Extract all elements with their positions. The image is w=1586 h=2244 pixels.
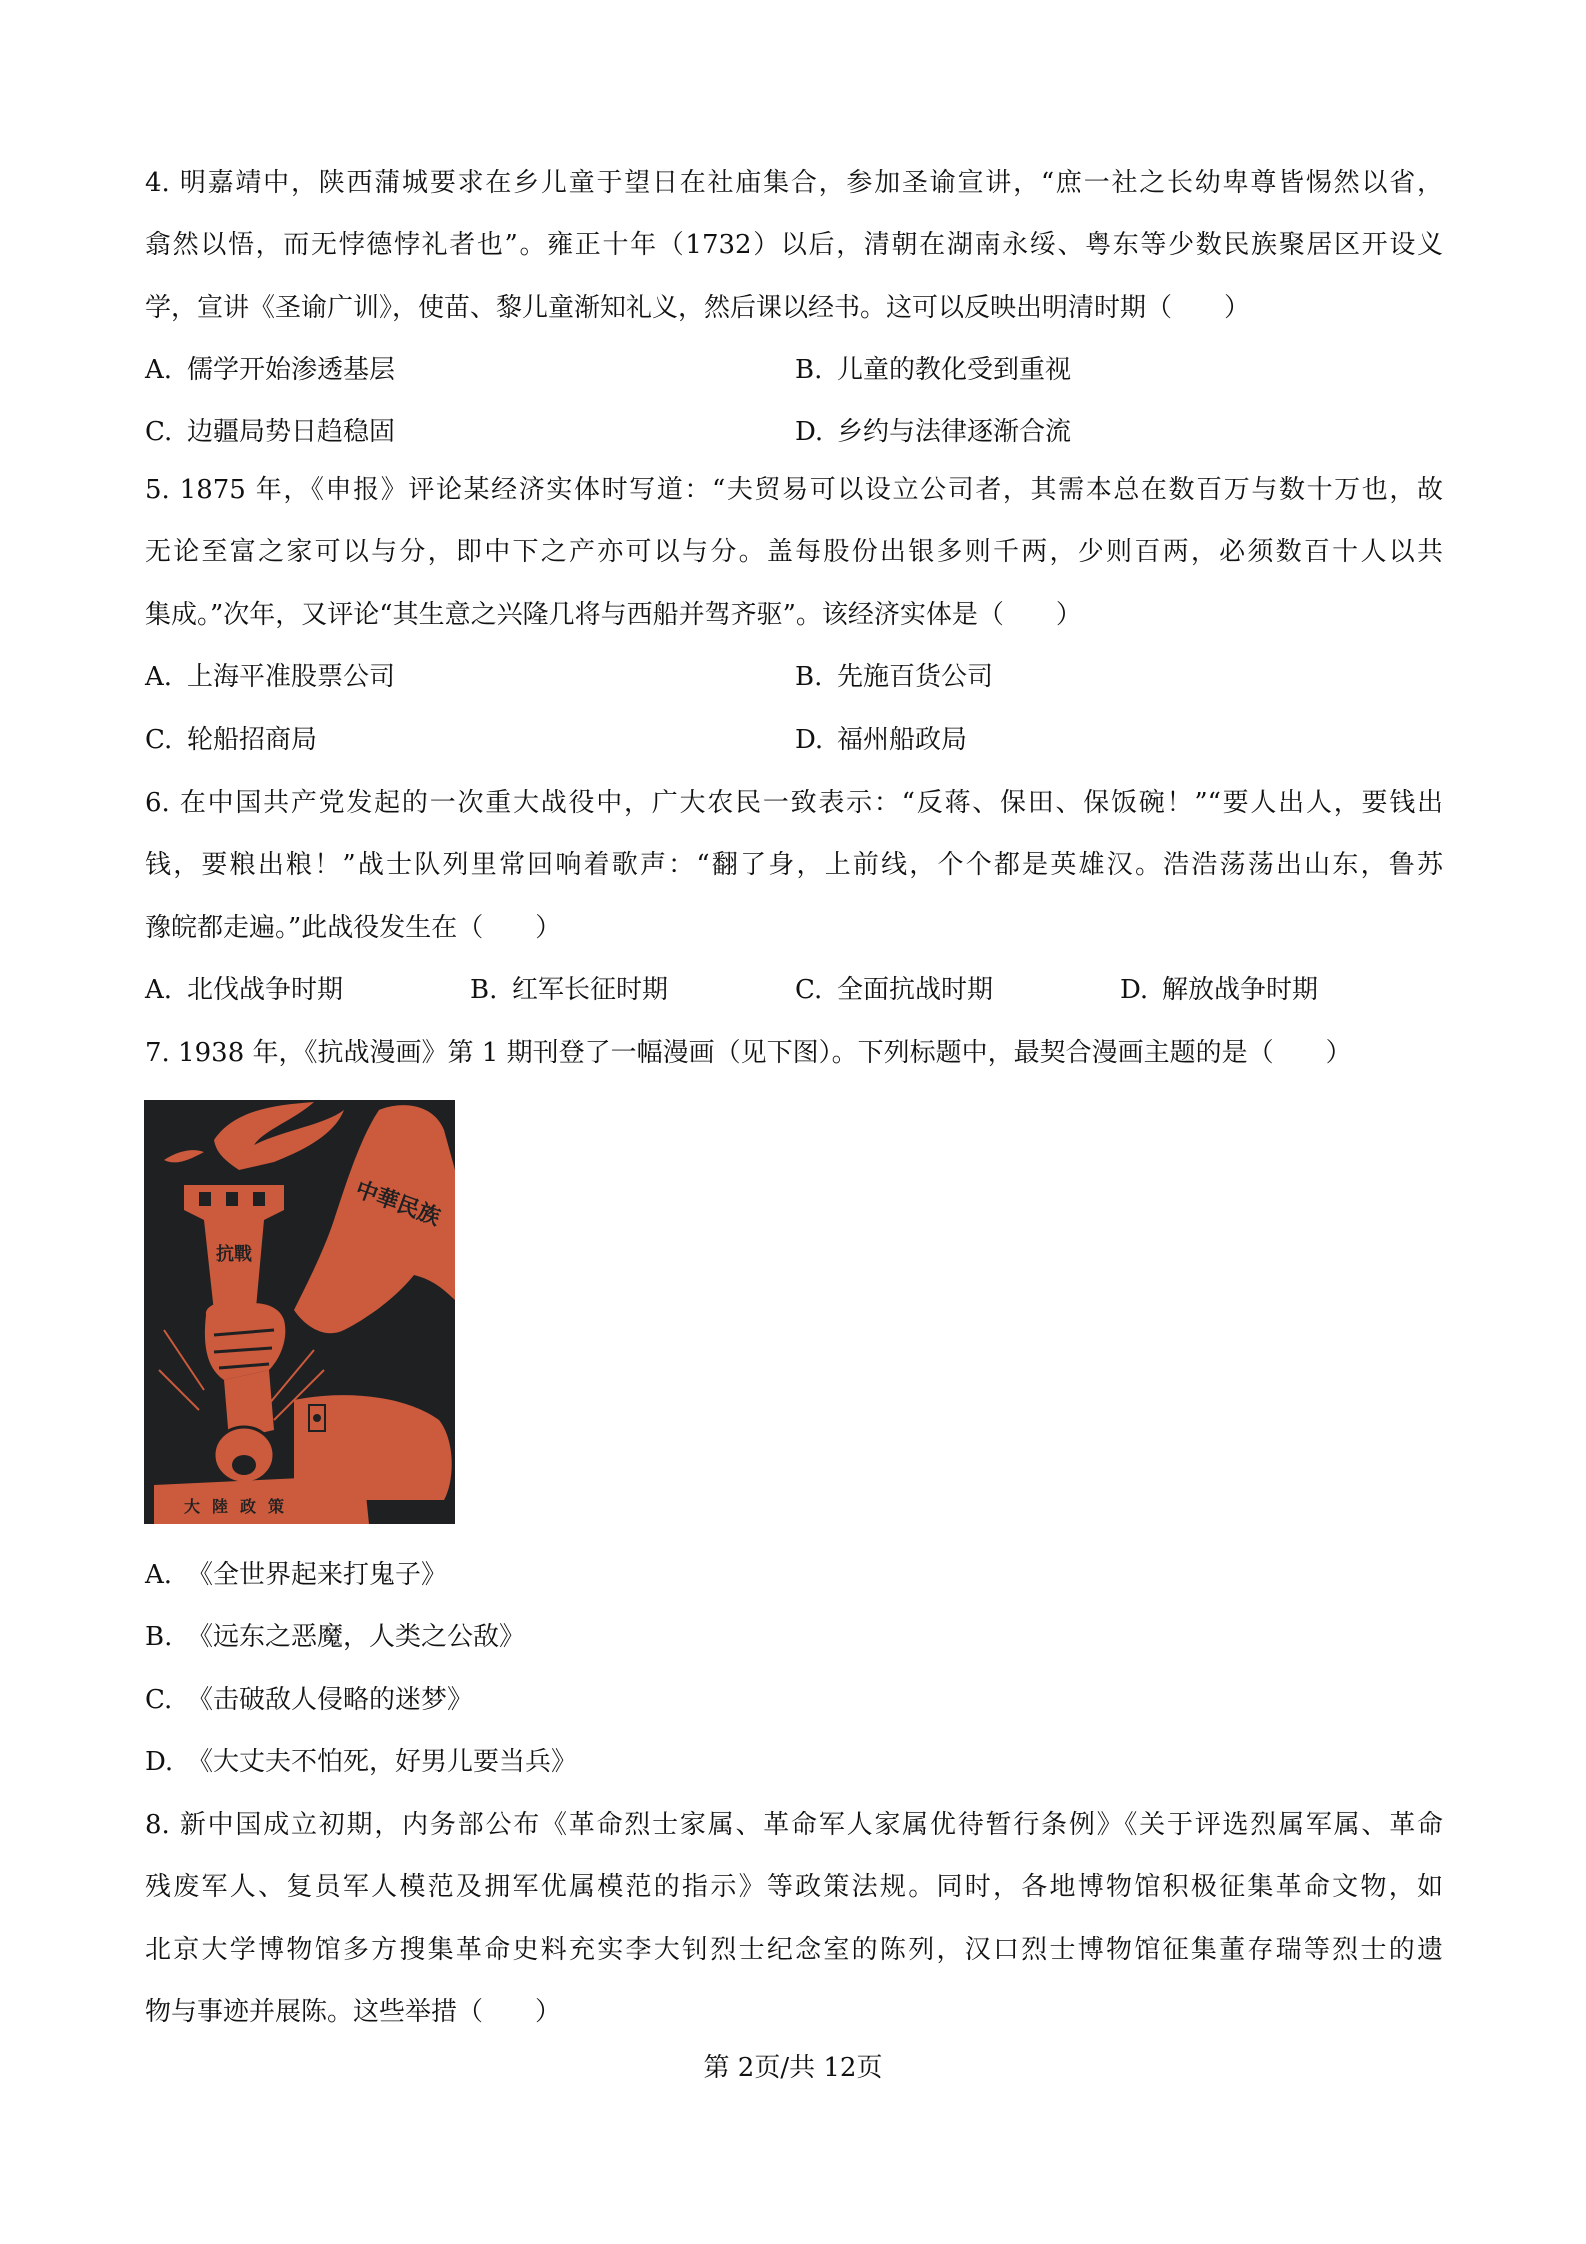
option-letter: C. [145, 417, 173, 447]
q6-option-a [145, 970, 343, 1010]
q8-line-4: 物与事迹并展陈。这些举措（ ） [145, 1997, 562, 2027]
option-letter: A. [145, 1560, 173, 1590]
option-letter: A. [145, 355, 173, 385]
option-text: 《全世界起来打鬼子》 [187, 1560, 448, 1590]
q4-line-2: 翕然以悟，而无悖德悖礼者也”。雍正十年（1732）以后，清朝在湖南永绥、粤东等少数民族聚居区开设义 [145, 230, 1443, 260]
option-text: 先施百货公司 [837, 662, 994, 692]
q6-line-2: 钱，要粮出粮！”战士队列里常回响着歌声：“翻了身，上前线，个个都是英雄汉。浩浩荡荡出山东，鲁苏 [145, 850, 1443, 880]
option-letter: A. [145, 975, 173, 1005]
cartoon-illustration [144, 1100, 455, 1524]
option-text: 乡约与法律逐渐合流 [837, 417, 1072, 447]
q7-option-b [145, 1617, 525, 1657]
option-text: 儒学开始渗透基层 [187, 355, 396, 385]
option-letter: C. [795, 975, 823, 1005]
option-letter: B. [795, 355, 823, 385]
option-letter: B. [145, 1622, 173, 1652]
q7-option-c [145, 1680, 473, 1720]
q6-option-b [470, 970, 668, 1010]
option-text: 解放战争时期 [1162, 975, 1319, 1005]
option-letter: D. [145, 1747, 174, 1777]
q4-line-3: 学，宣讲《圣谕广训》，使苗、黎儿童渐知礼义，然后课以经书。这可以反映出明清时期（ ） [145, 293, 1251, 323]
q7-line-1: 7. 1938 年，《抗战漫画》第 1 期刊登了一幅漫画（见下图）。下列标题中，最契合漫画主题的是（ ） [145, 1038, 1352, 1068]
q5-line-3: 集成。”次年，又评论“其生意之兴隆几将与西船并驾齐驱”。该经济实体是（ ） [145, 600, 1082, 630]
option-text: 上海平准股票公司 [187, 662, 396, 692]
q8-line-3: 北京大学博物馆多方搜集革命史料充实李大钊烈士纪念室的陈列，汉口烈士博物馆征集董存瑞等烈士的遗 [145, 1935, 1443, 1965]
q5-option-b [795, 657, 993, 697]
q7-option-d [145, 1742, 577, 1782]
option-text: 红军长征时期 [512, 975, 669, 1005]
q6-option-d [1120, 970, 1318, 1010]
option-letter: B. [795, 662, 823, 692]
option-letter: A. [145, 662, 173, 692]
q6-line-1: 6. 在中国共产党发起的一次重大战役中，广大农民一致表示：“反蒋、保田、保饭碗！”“要人出人，要钱出 [145, 788, 1443, 818]
torch-label: 抗戰 [216, 1244, 252, 1265]
q8-line-1: 8. 新中国成立初期，内务部公布《革命烈士家属、革命军人家属优待暂行条例》《关于评选烈属军属、革命 [145, 1810, 1443, 1840]
option-text: 《大丈夫不怕死，好男儿要当兵》 [187, 1747, 578, 1777]
q5-option-a [145, 657, 395, 697]
option-text: 《远东之恶魔，人类之公敌》 [187, 1622, 526, 1652]
option-letter: C. [145, 1685, 173, 1715]
q4-option-b [795, 350, 1071, 390]
q6-option-c [795, 970, 993, 1010]
option-text: 《击破敌人侵略的迷梦》 [187, 1685, 474, 1715]
q4-option-c [145, 412, 395, 452]
option-letter: D. [795, 725, 824, 755]
q7-option-a [145, 1555, 447, 1595]
q4-option-d [795, 412, 1071, 452]
arm-label: 中華民族 [351, 1177, 444, 1231]
q6-line-3: 豫皖都走遍。”此战役发生在（ ） [145, 913, 562, 943]
cartoon-figure [144, 1100, 455, 1524]
banner-label: 大陸政策 [184, 1497, 297, 1516]
q5-line-2: 无论至富之家可以与分，即中下之产亦可以与分。盖每股份出银多则千两，少则百两，必须数百十人以共 [145, 537, 1443, 567]
option-text: 儿童的教化受到重视 [837, 355, 1072, 385]
q4-option-a [145, 350, 395, 390]
q5-line-1: 5. 1875 年，《申报》评论某经济实体时写道：“夫贸易可以设立公司者，其需本总在数百万与数十万也，故 [145, 475, 1443, 505]
q8-line-2: 残废军人、复员军人模范及拥军优属模范的指示》等政策法规。同时，各地博物馆积极征集革命文物，如 [145, 1872, 1443, 1902]
option-letter: D. [1120, 975, 1149, 1005]
option-text: 全面抗战时期 [837, 975, 994, 1005]
option-letter: B. [470, 975, 498, 1005]
q5-option-d [795, 720, 967, 760]
option-letter: D. [795, 417, 824, 447]
option-text: 边疆局势日趋稳固 [187, 417, 396, 447]
q4-line-1: 4. 明嘉靖中，陕西蒲城要求在乡儿童于望日在社庙集合，参加圣谕宣讲，“庶一社之长幼卑尊皆惕然以省， [145, 168, 1443, 198]
q5-option-c [145, 720, 317, 760]
option-text: 北伐战争时期 [187, 975, 344, 1005]
option-letter: C. [145, 725, 173, 755]
page-indicator: 第 2页/共 12页 [703, 2053, 883, 2083]
option-text: 轮船招商局 [187, 725, 318, 755]
option-text: 福州船政局 [837, 725, 968, 755]
